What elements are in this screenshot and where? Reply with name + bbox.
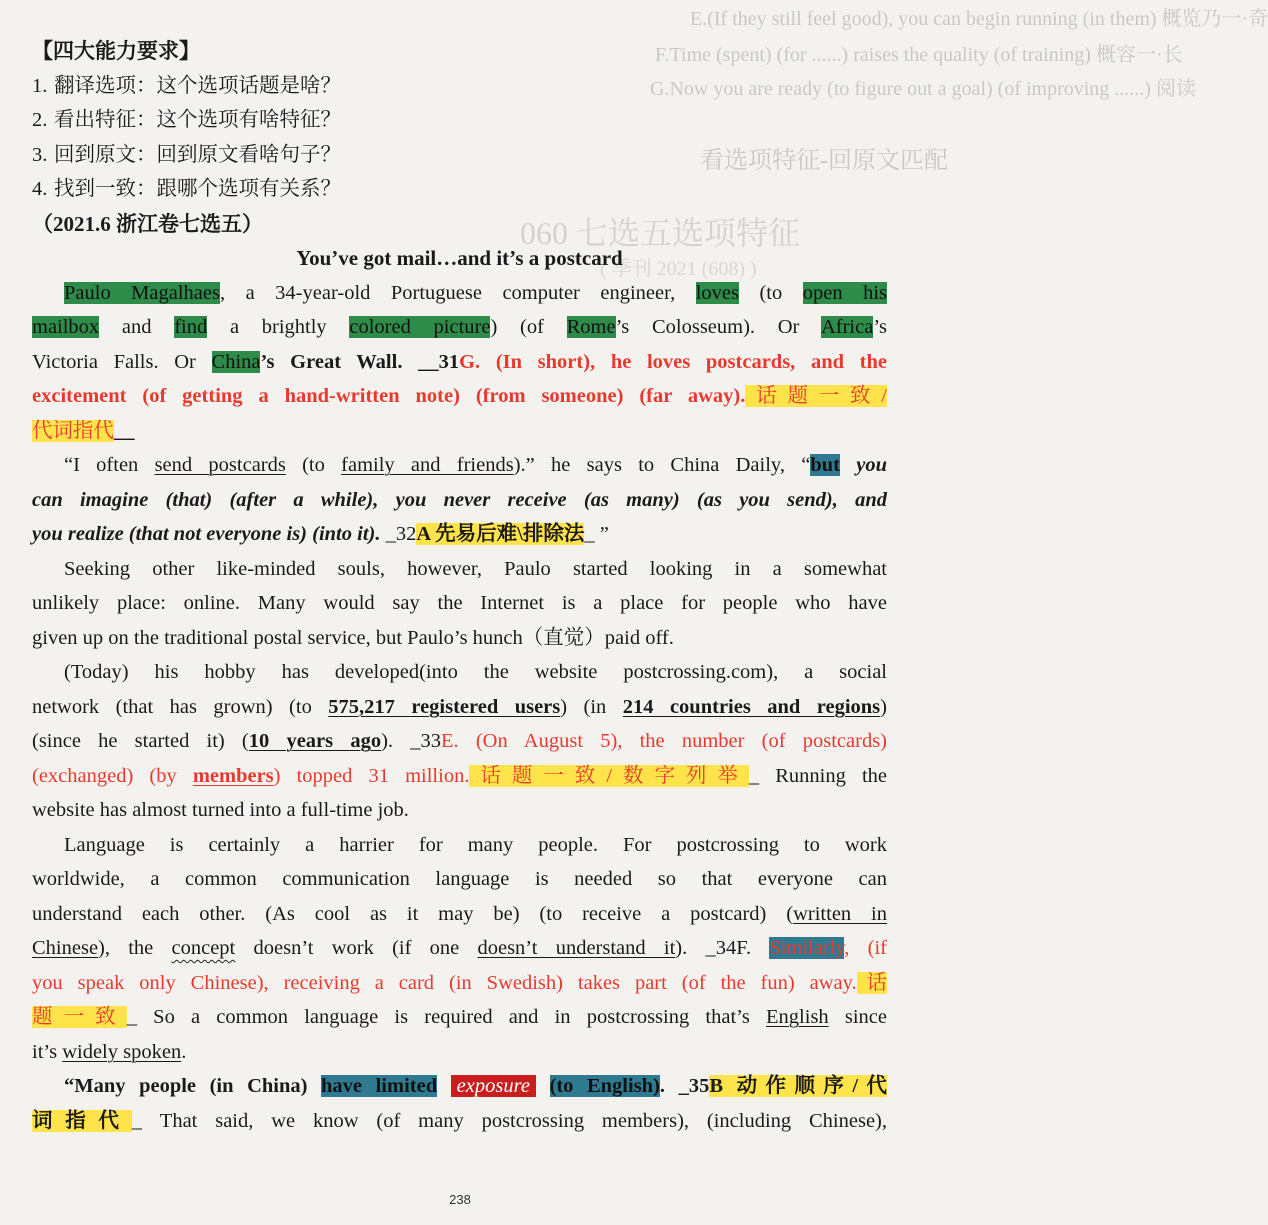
p6-line-1: [32, 1069, 887, 1104]
text: it’s: [32, 1040, 63, 1063]
highlight-green: Paulo Magalhaes: [64, 281, 220, 304]
answer-sentence: G. (In short), he loves postcards, and the: [459, 350, 887, 373]
blank-31: ’s Great Wall. __31: [260, 350, 460, 373]
annotation-yellow: 代词指代: [32, 419, 114, 442]
text: “I often: [64, 454, 155, 476]
item-number: 1.: [32, 74, 48, 97]
underlined-bold: 10 years ago: [248, 730, 382, 752]
ghost-line-6: ( 季刊 2021 (608) ): [600, 258, 757, 280]
text: ) (in: [560, 695, 623, 718]
ghost-line-4: 看选项特征-回原文匹配: [700, 148, 948, 174]
highlight-green: Africa: [820, 316, 874, 338]
p4-line-1: (Today) his hobby has developed(into the website postcrossing.com), a social: [64, 661, 887, 683]
p2-line-3: [32, 517, 887, 552]
highlight-blue: (to English): [549, 1075, 660, 1097]
text: understand each other. (As cool as it may be) (to receive a postcard) (: [32, 902, 794, 925]
p1-line-5: [32, 414, 887, 449]
underlined-text: send postcards: [154, 454, 286, 476]
item-text: 翻译选项：这个选项话题是啥？: [54, 74, 341, 97]
p4-line-4: [32, 759, 887, 794]
p6-line-2: [32, 1104, 887, 1139]
annotation-yellow: 词指代: [32, 1109, 132, 1132]
text: _ Running the: [748, 764, 887, 787]
blank-35: . _35: [659, 1075, 710, 1097]
underlined-text: widely spoken: [62, 1040, 182, 1063]
text: ’s: [873, 316, 888, 338]
underlined-text: Chinese: [32, 937, 99, 959]
ability-item-2: [32, 103, 887, 138]
ability-item-1: [32, 69, 887, 104]
blank-34: ). _34F.: [675, 937, 770, 959]
item-text: 找到一致：跟哪个选项有关系？: [54, 178, 341, 200]
highlight-blue: but: [810, 454, 840, 476]
text: ): [880, 695, 887, 718]
underlined-keyword: members: [192, 764, 274, 787]
p3-line-2: unlikely place: online. Many would say the Internet is a place for people who have: [32, 592, 887, 614]
answer-sentence: E. (On August 5), the number (of postcards): [441, 730, 888, 752]
p4-line-2: [32, 690, 887, 725]
highlight-green: Rome: [566, 316, 616, 338]
annotation-yellow: 话题一致/: [745, 385, 887, 407]
text: ).” he says to China Daily, “: [513, 454, 811, 476]
ghost-line-3: G.Now you are ready (to figure out a goal) (of improving ......) 阅读: [650, 78, 1196, 100]
text: _ So a common language is required and in postcrossing that’s: [126, 1006, 767, 1028]
text: Victoria Falls. Or: [32, 350, 212, 373]
ghost-line-1: E.(If they still feel good), you can begin running (in them) 概览乃一·奇: [690, 8, 1268, 30]
text: _ ”: [584, 523, 609, 545]
answer-sentence: you speak only Chinese), receiving a card (in Swedish) takes part (of the fun) away.: [32, 971, 857, 994]
underlined-text: written in: [793, 902, 888, 925]
annotation-yellow: 话题一致/数字列举: [469, 764, 749, 787]
text: , a 34-year-old Portuguese computer engineer,: [219, 281, 696, 304]
highlight-green: China: [211, 350, 261, 373]
p5-line-5: [32, 966, 887, 1001]
handwritten-annotation: exposure: [451, 1075, 536, 1097]
document-content: [32, 34, 887, 1138]
text: ) (of: [490, 316, 567, 338]
highlight-green: loves: [695, 281, 739, 304]
p1-line-1: [32, 276, 887, 311]
answer-sentence: excitement (of getting a hand-written note) (from someone) (far away).: [32, 385, 746, 407]
text: (to: [285, 454, 342, 476]
p1-line-4: [32, 379, 887, 414]
blank-33: ). _33: [381, 730, 441, 752]
text: (since he started it) (: [32, 730, 249, 752]
text: and: [99, 316, 175, 338]
answer-sentence: ) topped 31 million.: [273, 764, 470, 787]
highlight-green: open his: [802, 281, 888, 304]
text: ), the: [98, 937, 172, 959]
underlined-text: family and friends: [341, 454, 514, 476]
p4-line-5: website has almost turned into a full-time job.: [32, 799, 409, 821]
page-number: 238: [449, 1192, 471, 1207]
p1-line-2: [32, 310, 887, 345]
p5-line-7: [32, 1035, 887, 1070]
underlined-text: English: [766, 1006, 829, 1028]
p1-line-3: [32, 345, 887, 380]
underlined-text: doesn’t understand it: [477, 937, 676, 959]
p5-line-3: [32, 897, 887, 932]
text: doesn’t work (if one: [235, 937, 478, 959]
answer-sentence: (exchanged) (by: [32, 764, 193, 787]
underlined-bold: 214 countries and regions: [622, 695, 881, 718]
annotation-yellow: 话: [856, 971, 887, 994]
article-title: You’ve got mail…and it’s a postcard: [296, 246, 623, 270]
ghost-line-5: 060 七选五选项特征: [520, 215, 801, 251]
p4-line-3: [32, 724, 887, 759]
ghost-line-2: F.Time (spent) (for ......) raises the quality (of training) 概容一·长: [655, 44, 1183, 66]
text: .: [181, 1040, 187, 1063]
item-number: 2.: [32, 109, 48, 131]
blank-32: _32: [380, 523, 417, 545]
underlined-bold: 575,217 registered users: [328, 695, 561, 718]
ability-item-4: [32, 172, 887, 207]
p5-line-1: Language is certainly a harrier for many people. For postcrossing to work: [64, 833, 887, 856]
annotation-yellow: A 先易后难\排除法: [416, 523, 585, 545]
text: since: [828, 1006, 888, 1028]
highlight-green: mailbox: [32, 316, 100, 338]
text: ’s Colosseum). Or: [615, 316, 821, 338]
exam-source: （2021.6 浙江卷七选五）: [32, 211, 263, 236]
item-number: 3.: [32, 143, 48, 166]
text: you: [839, 454, 887, 476]
p5-line-6: [32, 1000, 887, 1035]
item-text: 看出特征：这个选项有啥特征？: [54, 109, 341, 131]
answer-sentence: , (if: [844, 937, 888, 959]
p3-line-1: Seeking other like-minded souls, however, Paulo started looking in a somewhat: [64, 557, 887, 580]
p5-line-4: [32, 931, 887, 966]
text: (to: [739, 281, 803, 304]
annotation-yellow: 题一致: [32, 1006, 127, 1028]
p3-line-3: given up on the traditional postal service, but Paulo’s hunch（直觉）paid off.: [32, 626, 674, 649]
item-number: 4.: [32, 178, 48, 200]
annotation-yellow: B 动作顺序/代: [709, 1075, 888, 1097]
highlight-green: find: [174, 316, 208, 338]
ability-item-3: [32, 138, 887, 173]
highlight-green: colored picture: [349, 316, 491, 338]
wavy-underlined-text: concept: [171, 937, 236, 959]
highlight-blue: Similarly: [769, 937, 845, 959]
p2-line-1: [32, 448, 887, 483]
blank-tail: __: [114, 419, 135, 442]
section-heading: 【四大能力要求】: [32, 39, 200, 63]
text: _ That said, we know (of many postcrossing members), (including Chinese),: [131, 1109, 887, 1132]
item-text: 回到原文：回到原文看啥句子？: [54, 143, 341, 166]
p2-line-2: can imagine (that) (after a while), you never receive (as many) (as you send), and: [32, 488, 887, 511]
text: “Many people (in China): [64, 1075, 322, 1097]
text: a brightly: [207, 316, 350, 338]
text: network (that has grown) (to: [32, 695, 329, 718]
p5-line-2: worldwide, a common communication language is needed so that everyone can: [32, 868, 887, 890]
text: you realize (that not everyone is) (into it).: [32, 523, 381, 545]
highlight-blue: have limited: [321, 1075, 438, 1097]
